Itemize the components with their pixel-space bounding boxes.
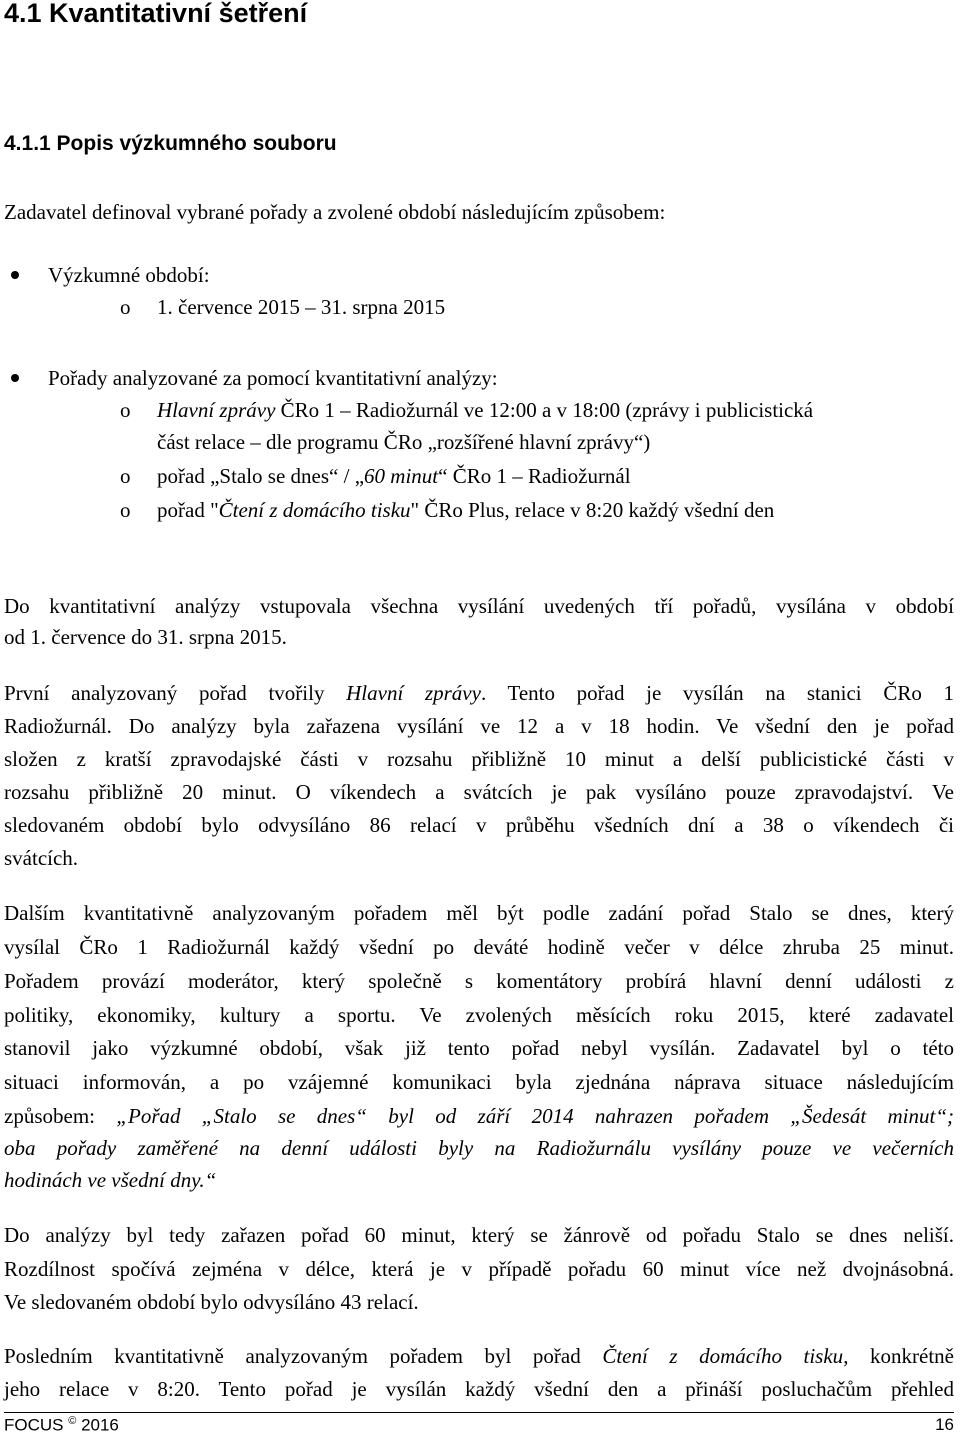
footer-brand [4, 1415, 119, 1436]
program-name-italic: Hlavní zprávy [157, 398, 276, 422]
section-heading: 4.1 Kvantitativní šetření [4, 0, 308, 28]
program-name-italic: Hlavní zprávy [346, 681, 481, 705]
bullet-dot-icon [11, 271, 19, 279]
paragraph-line [4, 1100, 954, 1132]
paragraph-line [4, 677, 954, 709]
bullet-dot-icon [11, 374, 19, 382]
paragraph-line [4, 1164, 954, 1196]
research-period-value: 1. července 2015 – 31. srpna 2015 [157, 295, 446, 319]
program-item-continuation: část relace – dle programu ČRo „rozšířené hlavní zprávy“) [157, 430, 651, 454]
sub-bullet-o-icon: o [120, 398, 131, 422]
paragraph-line: sledovaném období bylo odvysíláno 86 relací v průběhu všedních dní a 38 o víkendech či [4, 813, 954, 837]
quote-italic: „Pořad „Stalo se dnes“ byl od září 2014 nahrazen pořadem „Šedesát minut“; [116, 1104, 955, 1128]
program-item-hlavni-zpravy [157, 394, 813, 426]
footer-year: 2016 [76, 1415, 119, 1435]
page-footer [4, 1412, 954, 1435]
program-name-italic: Čtení z domácího tisku [218, 498, 411, 522]
paragraph-line: svátcích. [4, 846, 79, 870]
text-span: , konkrétně [843, 1344, 954, 1368]
subsection-heading: 4.1.1 Popis výzkumného souboru [4, 132, 337, 155]
brand-name: FOCUS [4, 1415, 64, 1435]
bullet-research-period-label: Výzkumné období: [48, 263, 210, 287]
program-item-cteni [157, 494, 774, 526]
quote-italic: hodinách ve všední dny.“ [4, 1168, 217, 1192]
sub-bullet-o-icon: o [120, 295, 131, 319]
paragraph-line: jeho relace v 8:20. Tento pořad je vysílán každý všední den a přináší posluchačům přehled [4, 1377, 954, 1401]
text-span: . Tento pořad je vysílán na stanici ČRo 1 [480, 681, 954, 705]
paragraph-line: stanovil jako výzkumné období, však již tento pořad nebyl vysílán. Zadavatel byl o této [4, 1036, 954, 1060]
bullet-programs-label: Pořady analyzované za pomocí kvantitativní analýzy: [48, 366, 498, 390]
paragraph-line: Ve sledovaném období bylo odvysíláno 43 relací. [4, 1290, 419, 1314]
program-item-text: " ČRo Plus, relace v 8:20 každý všední den [410, 498, 775, 522]
paragraph-line [4, 1132, 954, 1164]
paragraph-line: Radiožurnál. Do analýzy byla zařazena vysílání ve 12 a v 18 hodin. Ve všední den je pořad [4, 714, 954, 738]
text-span: Posledním kvantitativně analyzovaným pořadem byl pořad [4, 1344, 603, 1368]
paragraph-line: Pořadem provází moderátor, který společně s komentátory probírá hlavní denní události z [4, 969, 954, 993]
paragraph-line [4, 1340, 954, 1372]
text-span: První analyzovaný pořad tvořily [4, 681, 347, 705]
program-item-text: pořad " [157, 498, 219, 522]
program-item-text: ČRo 1 – Radiožurnál ve 12:00 a v 18:00 (zprávy i publicistická [275, 398, 814, 422]
paragraph-line: Do analýzy byl tedy zařazen pořad 60 minut, který se žánrově od pořadu Stalo se dnes neliší. [4, 1223, 954, 1247]
paragraph-line: politiky, ekonomiky, kultury a sportu. Ve zvolených měsících roku 2015, které zadavatel [4, 1003, 954, 1027]
paragraph-line: složen z kratší zpravodajské části v rozsahu přibližně 10 minut a delší publicistické části v [4, 747, 954, 771]
sub-bullet-o-icon: o [120, 464, 131, 488]
paragraph-line: rozsahu přibližně 20 minut. O víkendech a svátcích je pak vysíláno pouze zpravodajství. Ve [4, 780, 954, 804]
paragraph-line: situaci informován, a po vzájemné komunikaci byla zjednána náprava situace následujícím [4, 1070, 954, 1094]
paragraph-line: Do kvantitativní analýzy vstupovala všechna vysílání uvedených tří pořadů, vysílána v období [4, 594, 954, 618]
program-name-italic: 60 minut [364, 464, 439, 488]
paragraph-line: Rozdílnost spočívá zejména v délce, která je v případě pořadu 60 minut více než dvojnásobná. [4, 1257, 954, 1281]
program-item-text: pořad „Stalo se dnes“ / „ [157, 464, 365, 488]
page-number: 16 [935, 1415, 954, 1434]
sub-bullet-o-icon: o [120, 498, 131, 522]
paragraph-line: Dalším kvantitativně analyzovaným pořadem měl být podle zadání pořad Stalo se dnes, který [4, 901, 954, 925]
program-item-stalo-se-dnes [157, 460, 631, 492]
intro-paragraph: Zadavatel definoval vybrané pořady a zvolené období následujícím způsobem: [4, 200, 666, 224]
program-name-italic: Čtení z domácího tisku [602, 1344, 844, 1368]
quote-italic: oba pořady zaměřené na denní události byly na Radiožurnálu vysílány pouze ve večerních [4, 1136, 954, 1160]
text-span: způsobem: [4, 1104, 117, 1128]
copyright-icon: © [68, 1415, 77, 1427]
program-item-text: “ ČRo 1 – Radiožurnál [438, 464, 631, 488]
paragraph-line: vysílal ČRo 1 Radiožurnál každý všední po deváté hodině večer v délce zhruba 25 minut. [4, 935, 954, 959]
paragraph-line: od 1. července do 31. srpna 2015. [4, 625, 287, 649]
